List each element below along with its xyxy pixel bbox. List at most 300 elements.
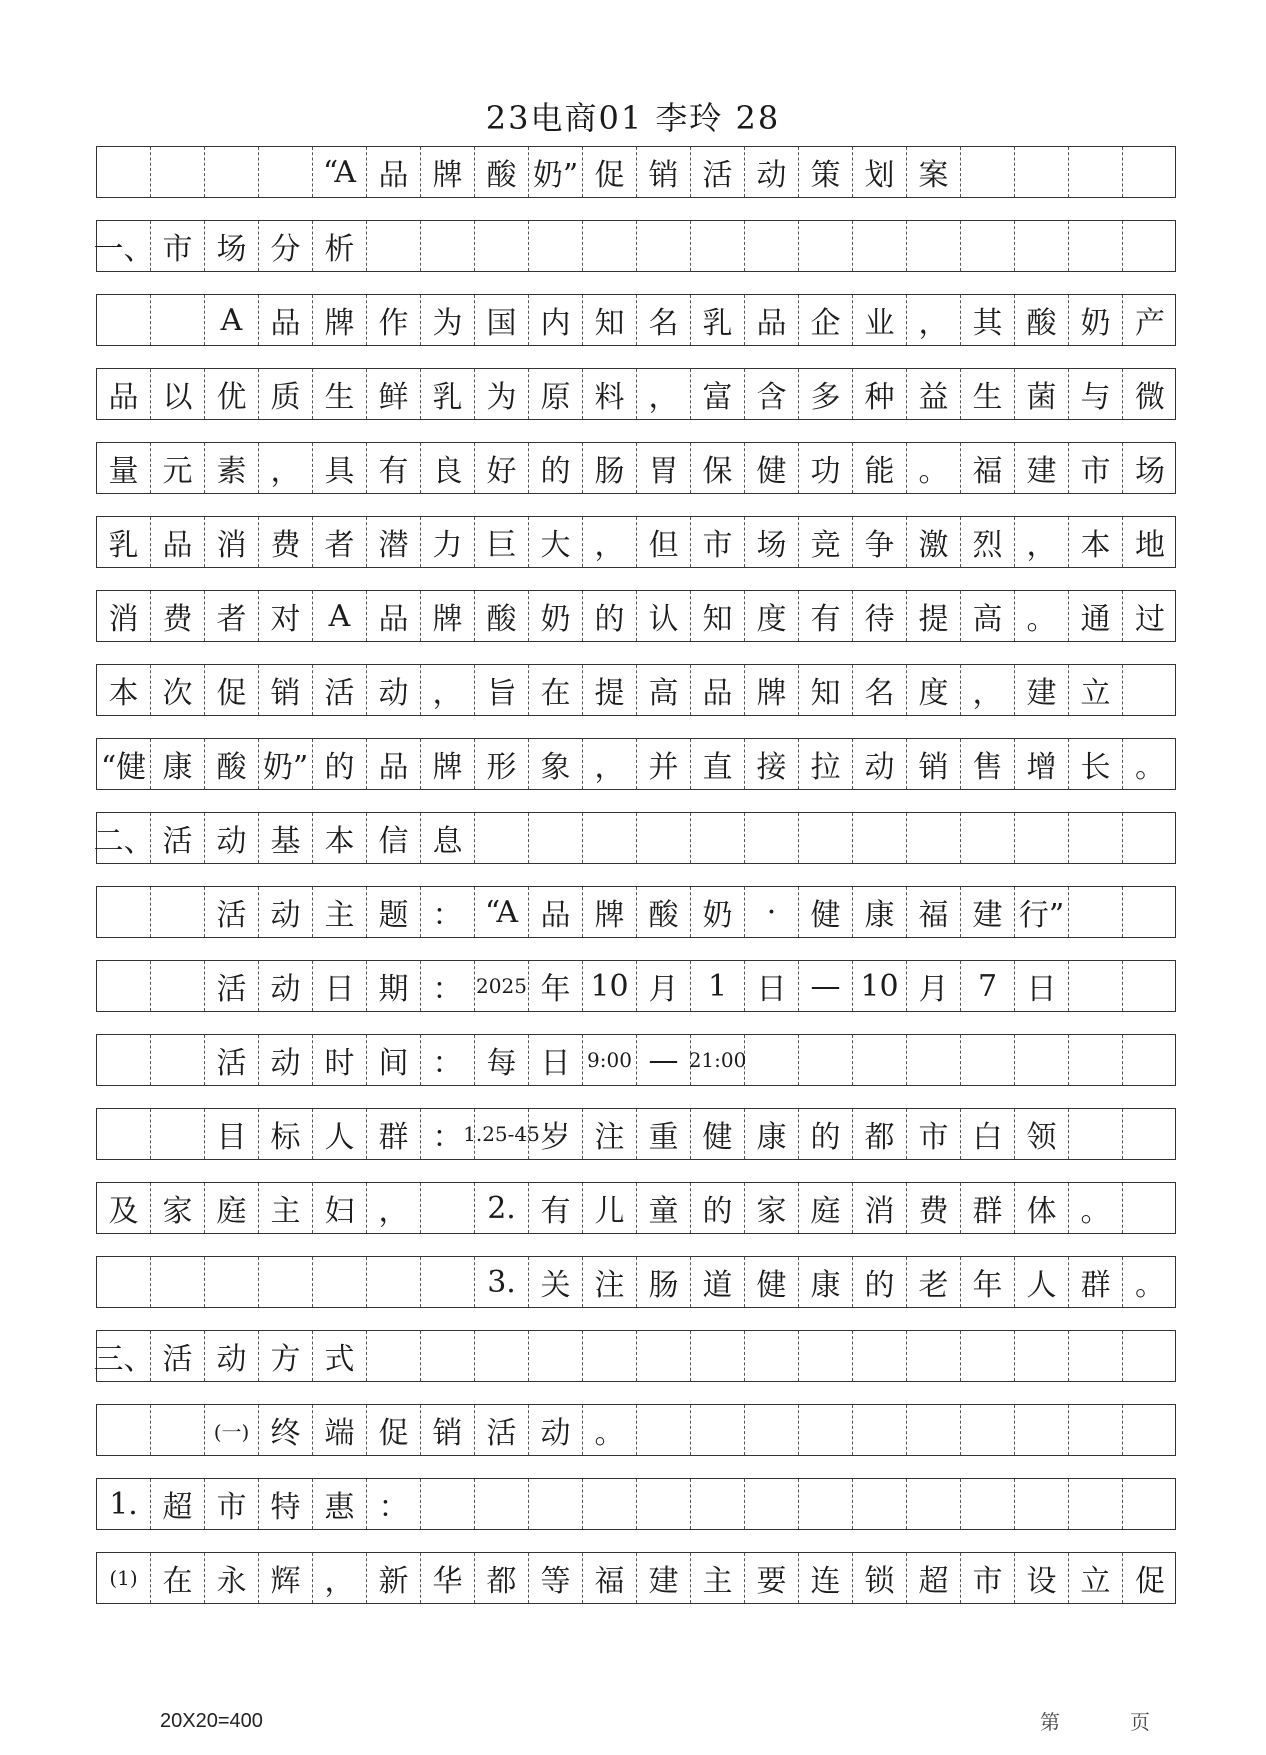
page-number-label — [1040, 1706, 1150, 1735]
grid-cell: (一) — [205, 1405, 259, 1455]
grid-cell: 息 — [421, 813, 475, 863]
grid-cell — [475, 813, 529, 863]
grid-cell: ， — [421, 665, 475, 715]
grid-cell: 老 — [907, 1257, 961, 1307]
grid-row — [96, 1552, 1176, 1604]
grid-cell: 康 — [745, 1109, 799, 1159]
grid-cell: 认 — [637, 591, 691, 641]
grid-cell: 一、 — [97, 221, 151, 271]
grid-cell: 产 — [1135, 306, 1165, 341]
grid-cell: 销 — [259, 665, 313, 715]
grid-cell: 国 — [475, 295, 529, 345]
grid-cell: 人 — [1015, 1257, 1069, 1307]
grid-cell: 终 — [259, 1405, 313, 1455]
grid-cell — [421, 1331, 475, 1381]
grid-cell: 重 — [637, 1109, 691, 1159]
grid-cell: 1 — [691, 961, 745, 1011]
grid-cell: 辉 — [259, 1553, 313, 1603]
grid-cell — [367, 1257, 421, 1307]
grid-cell: · — [745, 887, 799, 937]
grid-cell: 形 — [475, 739, 529, 789]
grid-cell: ， — [367, 1183, 421, 1233]
grid-cell: ， — [313, 1553, 367, 1603]
grid-cell: 惠 — [313, 1479, 367, 1529]
grid-row — [96, 516, 1176, 568]
grid-cell: 竞 — [799, 517, 853, 567]
grid-cell: 乳 — [691, 295, 745, 345]
grid-cell: 及 — [97, 1183, 151, 1233]
grid-cell: 群 — [961, 1183, 1015, 1233]
grid-cell: 动 — [205, 1331, 259, 1381]
grid-cell: 年 — [529, 961, 583, 1011]
grid-cell — [367, 221, 421, 271]
grid-row — [96, 1182, 1176, 1234]
grid-cell — [583, 813, 637, 863]
grid-cell: 接 — [745, 739, 799, 789]
grid-cell: A — [313, 591, 367, 641]
grid-cell: (1) — [97, 1553, 151, 1603]
grid-cell — [475, 1479, 529, 1529]
grid-cell: 优 — [205, 369, 259, 419]
grid-cell: 内 — [529, 295, 583, 345]
grid-cell — [961, 1331, 1015, 1381]
page-label-right: 页 — [1130, 1710, 1150, 1734]
grid-cell: 划 — [853, 147, 907, 197]
grid-cell: 10 — [853, 961, 907, 1011]
grid-cell: 妇 — [313, 1183, 367, 1233]
grid-cell — [259, 147, 313, 197]
grid-cell: 素 — [205, 443, 259, 493]
grid-cell: 建 — [961, 887, 1015, 937]
grid-cell — [907, 1331, 961, 1381]
grid-cell: 奶 — [691, 887, 745, 937]
grid-cell: 乳 — [421, 369, 475, 419]
grid-cell — [853, 1479, 907, 1529]
grid-cell: 富 — [691, 369, 745, 419]
grid-cell — [475, 1331, 529, 1381]
grid-cell: 21:00 — [691, 1035, 745, 1085]
grid-cell — [97, 1109, 151, 1159]
grid-cell — [529, 221, 583, 271]
grid-cell — [421, 1183, 475, 1233]
grid-cell: 1.25-45 — [475, 1109, 529, 1159]
grid-cell: 鲜 — [367, 369, 421, 419]
grid-cell — [691, 1479, 745, 1529]
grid-cell: 销 — [637, 147, 691, 197]
grid-row — [93, 220, 1176, 272]
grid-cell: 促 — [1135, 1564, 1165, 1599]
grid-cell — [691, 813, 745, 863]
grid-cell — [853, 1331, 907, 1381]
grid-cell: 度 — [907, 665, 961, 715]
grid-cell: 微 — [1135, 380, 1165, 415]
grid-cell: 增 — [1015, 739, 1069, 789]
grid-cell — [1069, 887, 1123, 937]
grid-cell: 体 — [1015, 1183, 1069, 1233]
grid-cell: 领 — [1015, 1109, 1069, 1159]
grid-cell — [691, 1405, 745, 1455]
grid-cell: 在 — [151, 1553, 205, 1603]
grid-cell: 福 — [907, 887, 961, 937]
grid-cell: 有 — [529, 1183, 583, 1233]
grid-cell: 大 — [529, 517, 583, 567]
grid-cell: 业 — [853, 295, 907, 345]
grid-cell — [799, 221, 853, 271]
grid-cell — [637, 1405, 691, 1455]
grid-cell: 2. — [475, 1183, 529, 1233]
grid-cell — [1123, 147, 1177, 197]
grid-cell: 牌 — [421, 739, 475, 789]
grid-cell: 消 — [205, 517, 259, 567]
grid-cell — [1069, 147, 1123, 197]
grid-cell: 分 — [259, 221, 313, 271]
grid-cell: ： — [421, 1109, 475, 1159]
grid-row — [93, 812, 1176, 864]
grid-cell — [313, 1257, 367, 1307]
grid-cell — [1123, 887, 1177, 937]
grid-cell: 场 — [1135, 454, 1165, 489]
grid-cell: 场 — [205, 221, 259, 271]
grid-cell: 。 — [907, 443, 961, 493]
grid-cell: 注 — [583, 1109, 637, 1159]
grid-cell: 的 — [853, 1257, 907, 1307]
grid-cell: 生 — [961, 369, 1015, 419]
grid-cell: 日 — [313, 961, 367, 1011]
grid-cell — [853, 1405, 907, 1455]
grid-cell: 活 — [205, 961, 259, 1011]
grid-cell — [1015, 147, 1069, 197]
grid-cell: 康 — [799, 1257, 853, 1307]
grid-cell: 能 — [853, 443, 907, 493]
grid-cell — [529, 1331, 583, 1381]
grid-cell: 功 — [799, 443, 853, 493]
grid-cell: 费 — [907, 1183, 961, 1233]
grid-cell: 为 — [475, 369, 529, 419]
grid-cell: 群 — [367, 1109, 421, 1159]
grid-cell — [961, 1479, 1015, 1529]
grid-cell — [745, 1035, 799, 1085]
grid-cell: 奶” — [529, 147, 583, 197]
grid-cell: 奶 — [529, 591, 583, 641]
grid-row — [96, 442, 1176, 494]
grid-cell: 的 — [313, 739, 367, 789]
grid-cell: 市 — [205, 1479, 259, 1529]
grid-cell — [97, 961, 151, 1011]
grid-cell: 市 — [691, 517, 745, 567]
grid-cell — [853, 221, 907, 271]
grid-cell: 目 — [205, 1109, 259, 1159]
grid-cell: 潜 — [367, 517, 421, 567]
grid-cell — [529, 1479, 583, 1529]
grid-cell: 月 — [907, 961, 961, 1011]
grid-cell — [583, 1331, 637, 1381]
grid-cell: 高 — [961, 591, 1015, 641]
grid-cell — [799, 1331, 853, 1381]
grid-cell: 过 — [1135, 602, 1165, 637]
grid-cell — [367, 1331, 421, 1381]
grid-cell: 儿 — [583, 1183, 637, 1233]
grid-cell: 9:00 — [583, 1035, 637, 1085]
grid-cell: 。 — [1135, 1268, 1165, 1303]
grid-cell: 市 — [961, 1553, 1015, 1603]
grid-cell: 动 — [205, 813, 259, 863]
grid-cell: 市 — [907, 1109, 961, 1159]
grid-cell: 动 — [259, 1035, 313, 1085]
grid-cell: 建 — [637, 1553, 691, 1603]
grid-cell — [1015, 1405, 1069, 1455]
grid-cell: 通 — [1069, 591, 1123, 641]
grid-cell: 主 — [313, 887, 367, 937]
grid-cell: 品 — [97, 369, 151, 419]
grid-cell: 立 — [1069, 1553, 1123, 1603]
grid-cell: 动 — [259, 961, 313, 1011]
grid-cell: 提 — [583, 665, 637, 715]
grid-cell: 良 — [421, 443, 475, 493]
grid-cell: “A — [475, 887, 529, 937]
grid-cell — [1123, 1035, 1177, 1085]
grid-cell: 酸 — [637, 887, 691, 937]
grid-cell: 具 — [313, 443, 367, 493]
grid-cell: 动 — [745, 147, 799, 197]
grid-cell: 酸 — [1015, 295, 1069, 345]
grid-cell: 销 — [421, 1405, 475, 1455]
grid-cell — [205, 1257, 259, 1307]
grid-cell: ， — [583, 517, 637, 567]
grid-cell: 三、 — [97, 1331, 151, 1381]
grid-cell — [583, 1479, 637, 1529]
grid-cell — [1069, 1331, 1123, 1381]
grid-cell — [799, 1405, 853, 1455]
grid-cell — [745, 1331, 799, 1381]
grid-cell: 料 — [583, 369, 637, 419]
grid-cell: 连 — [799, 1553, 853, 1603]
grid-cell: 对 — [259, 591, 313, 641]
grid-cell — [961, 1035, 1015, 1085]
grid-cell: 品 — [745, 295, 799, 345]
grid-cell — [1069, 1035, 1123, 1085]
grid-row — [96, 1034, 1176, 1086]
grid-cell — [1069, 1405, 1123, 1455]
grid-cell: 期 — [367, 961, 421, 1011]
grid-cell: 企 — [799, 295, 853, 345]
grid-cell: 健 — [745, 1257, 799, 1307]
grid-cell — [97, 887, 151, 937]
grid-row — [96, 664, 1176, 716]
grid-cell: 。 — [1069, 1183, 1123, 1233]
grid-cell: 种 — [853, 369, 907, 419]
grid-cell: 牌 — [583, 887, 637, 937]
grid-cell: 3. — [475, 1257, 529, 1307]
grid-cell — [1123, 1405, 1177, 1455]
grid-cell: 知 — [691, 591, 745, 641]
grid-cell: 酸 — [475, 147, 529, 197]
grid-cell: 酸 — [205, 739, 259, 789]
grid-row — [96, 294, 1176, 346]
grid-spec-label: 20X20=400 — [160, 1710, 263, 1732]
grid-cell — [1015, 221, 1069, 271]
grid-cell: 品 — [259, 295, 313, 345]
grid-cell — [907, 1035, 961, 1085]
grid-cell: 促 — [205, 665, 259, 715]
grid-cell: 知 — [799, 665, 853, 715]
grid-cell — [259, 1257, 313, 1307]
grid-cell: 动 — [529, 1405, 583, 1455]
grid-cell: 品 — [367, 591, 421, 641]
grid-cell — [637, 1331, 691, 1381]
grid-row — [96, 960, 1176, 1012]
grid-cell: 有 — [799, 591, 853, 641]
grid-row — [96, 146, 1176, 198]
grid-cell: 巨 — [475, 517, 529, 567]
grid-cell: 关 — [529, 1257, 583, 1307]
grid-cell — [907, 221, 961, 271]
grid-cell: “A — [313, 147, 367, 197]
grid-cell: 其 — [961, 295, 1015, 345]
grid-cell: 活 — [151, 813, 205, 863]
grid-cell — [745, 221, 799, 271]
grid-cell — [475, 221, 529, 271]
grid-cell — [151, 147, 205, 197]
grid-cell: 活 — [691, 147, 745, 197]
grid-cell: 量 — [97, 443, 151, 493]
grid-cell — [907, 1405, 961, 1455]
grid-cell — [1069, 813, 1123, 863]
grid-cell: 都 — [853, 1109, 907, 1159]
grid-cell — [691, 221, 745, 271]
grid-cell: 等 — [529, 1553, 583, 1603]
grid-cell — [961, 813, 1015, 863]
grid-cell: 本 — [1069, 517, 1123, 567]
grid-cell: 象 — [529, 739, 583, 789]
grid-cell: 人 — [313, 1109, 367, 1159]
grid-row — [96, 1256, 1176, 1308]
grid-cell — [1123, 813, 1177, 863]
grid-cell — [853, 813, 907, 863]
grid-cell: 的 — [529, 443, 583, 493]
grid-cell: 奶” — [259, 739, 313, 789]
grid-cell: 每 — [475, 1035, 529, 1085]
grid-cell: 为 — [421, 295, 475, 345]
grid-cell: 高 — [637, 665, 691, 715]
grid-cell: 信 — [367, 813, 421, 863]
grid-cell: 行” — [1015, 887, 1069, 937]
grid-cell: 品 — [529, 887, 583, 937]
grid-cell: ， — [637, 369, 691, 419]
grid-cell: 都 — [475, 1553, 529, 1603]
grid-cell: 保 — [691, 443, 745, 493]
grid-cell: 品 — [367, 739, 421, 789]
grid-cell — [691, 1331, 745, 1381]
grid-cell: 直 — [691, 739, 745, 789]
grid-cell — [421, 221, 475, 271]
grid-cell: 健 — [745, 443, 799, 493]
grid-cell: “健 — [97, 739, 151, 789]
grid-cell: 胃 — [637, 443, 691, 493]
grid-cell: 品 — [151, 517, 205, 567]
grid-cell — [151, 1035, 205, 1085]
grid-cell — [151, 295, 205, 345]
grid-cell — [97, 1035, 151, 1085]
grid-row — [96, 738, 1176, 790]
grid-cell: 锁 — [853, 1553, 907, 1603]
grid-cell: 日 — [529, 1035, 583, 1085]
grid-cell: 好 — [475, 443, 529, 493]
grid-cell: 。 — [1135, 750, 1165, 785]
grid-cell: 动 — [259, 887, 313, 937]
grid-cell: 多 — [799, 369, 853, 419]
grid-cell: 标 — [259, 1109, 313, 1159]
grid-cell: 并 — [637, 739, 691, 789]
grid-cell: 牌 — [421, 147, 475, 197]
grid-row — [96, 368, 1176, 420]
grid-cell: 费 — [259, 517, 313, 567]
grid-cell — [1069, 961, 1123, 1011]
grid-cell: 烈 — [961, 517, 1015, 567]
grid-cell: 待 — [853, 591, 907, 641]
grid-cell: 日 — [1015, 961, 1069, 1011]
grid-cell: 福 — [961, 443, 1015, 493]
grid-cell: 福 — [583, 1553, 637, 1603]
grid-row — [93, 1330, 1176, 1382]
grid-cell — [97, 1405, 151, 1455]
grid-cell — [799, 813, 853, 863]
grid-cell — [1015, 813, 1069, 863]
grid-cell: 家 — [745, 1183, 799, 1233]
grid-cell — [637, 813, 691, 863]
grid-cell — [745, 1479, 799, 1529]
grid-cell: 拉 — [799, 739, 853, 789]
grid-cell — [151, 887, 205, 937]
grid-cell: 家 — [151, 1183, 205, 1233]
grid-cell: 作 — [367, 295, 421, 345]
grid-cell: 消 — [97, 591, 151, 641]
grid-cell — [745, 813, 799, 863]
grid-cell: 牌 — [745, 665, 799, 715]
grid-cell: 岁 — [529, 1109, 583, 1159]
grid-cell — [1123, 1109, 1177, 1159]
grid-cell: 端 — [313, 1405, 367, 1455]
grid-cell: 永 — [205, 1553, 259, 1603]
grid-cell: 活 — [475, 1405, 529, 1455]
grid-cell — [799, 1035, 853, 1085]
grid-cell: 酸 — [475, 591, 529, 641]
grid-cell: 时 — [313, 1035, 367, 1085]
grid-cell — [853, 1035, 907, 1085]
grid-cell: 案 — [907, 147, 961, 197]
grid-cell: 有 — [367, 443, 421, 493]
grid-cell: 质 — [259, 369, 313, 419]
grid-cell: 超 — [907, 1553, 961, 1603]
grid-cell — [1123, 961, 1177, 1011]
grid-row — [96, 1108, 1176, 1160]
grid-cell: 年 — [961, 1257, 1015, 1307]
grid-cell: 提 — [907, 591, 961, 641]
grid-cell: 月 — [637, 961, 691, 1011]
grid-cell: — — [637, 1035, 691, 1085]
grid-cell — [421, 1257, 475, 1307]
grid-cell: 以 — [151, 369, 205, 419]
grid-cell — [961, 147, 1015, 197]
grid-cell: 白 — [961, 1109, 1015, 1159]
grid-cell: 析 — [313, 221, 367, 271]
grid-cell: 2025 — [475, 961, 529, 1011]
grid-cell: 华 — [421, 1553, 475, 1603]
grid-cell — [97, 295, 151, 345]
grid-cell: 康 — [151, 739, 205, 789]
grid-cell: 庭 — [799, 1183, 853, 1233]
grid-cell: 菌 — [1015, 369, 1069, 419]
grid-cell — [205, 147, 259, 197]
